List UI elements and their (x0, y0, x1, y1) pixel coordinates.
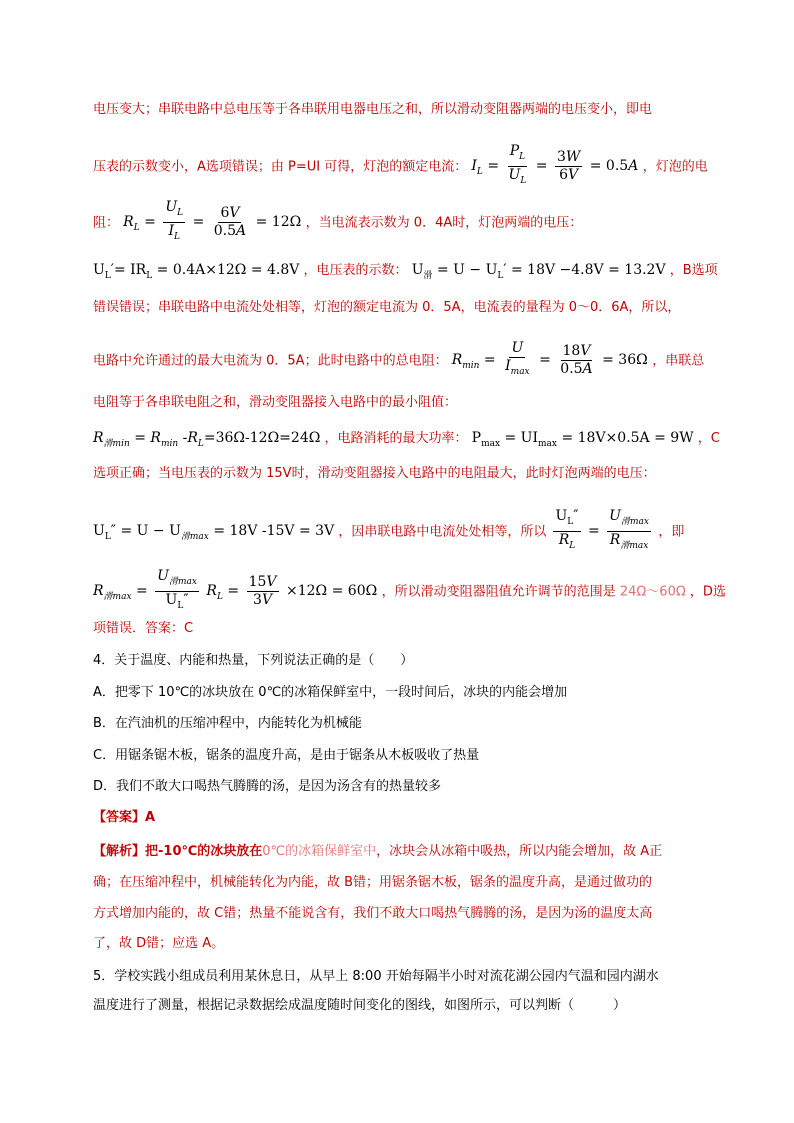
text-line-with-formula (93, 143, 708, 190)
text-segment: ，因串联电路中电流处处相等，所以 (338, 524, 547, 540)
formula-min-rheostat: $R_{滑min} = R_{min}$ $-R_L=36\Omega-12\Omega=24\Omega$ (93, 430, 321, 449)
text-segment: ，D选 (689, 584, 726, 600)
text-segment: ，B选项 (669, 263, 718, 278)
formula-lamp-voltage: $U_L'= IR_L = 0.4A\times 12\Omega = 4.8V$ (93, 262, 300, 281)
formula-resistance: $R_L$ = $\frac{U_L}{I_L}$ = $\frac{6V}{0.5A}$ = 12Ω (123, 199, 302, 242)
text-line-with-formula (93, 508, 684, 555)
text-line-with-formula (93, 340, 704, 381)
text-line-with-formula (93, 199, 582, 246)
option-a: A．把零下 10℃的冰块放在 0℃的冰箱保鲜室中，一段时间后，冰块的内能会增加 (93, 685, 568, 700)
analysis-line (93, 842, 662, 862)
text-segment: 压表的示数变小，A选项错误；由 P=UI 可得，灯泡的额定电流： (93, 159, 468, 175)
analysis-line: 了，故 D错；应选 A。 (93, 936, 225, 951)
formula-lamp-voltage-2: $U_L'' = U - U_{滑max} = 18V$ -15V = 3V (93, 523, 335, 543)
text-segment: ，所以滑动变阻器阻值允许调节的范围是 (381, 584, 616, 600)
text-line-with-formula (93, 428, 720, 454)
question-stem: 温度进行了测量，根据记录数据绘成温度随时间变化的图线，如图所示，可以判断（ ） (93, 998, 627, 1013)
analysis-highlight: 0℃的冰箱保鲜室中 (262, 844, 377, 859)
highlight-range: 24Ω～60Ω (619, 584, 686, 600)
formula-max-rheostat: $R_{滑max}$ = $\frac{U_{滑max}}{U_L''}$ $R_L$ = $\frac{15V}{3V}$ ×12Ω = 60Ω (93, 568, 378, 611)
text-segment: 阻： (93, 215, 120, 231)
answer-label: 【答案】A (93, 810, 156, 825)
text-line: 电阻等于各串联电阻之和，滑动变阻器接入电路中的最小阻值： (93, 395, 458, 410)
text-segment: ，串联总 (652, 353, 705, 369)
formula-rated-current: $I_L$ = $\frac{P_L}{U_L}$ = $\frac{3W}{6V}$ = 0.5A (471, 143, 643, 186)
formula-ratio: $\frac{U_L''}{R_L}$ = $\frac{U_{滑max}}{R_{滑max}}$ (555, 508, 649, 551)
text-line-with-formula (93, 260, 718, 286)
formula-total-resistance: $R_{min}$ = $\frac{U}{I_{max}}$ = $\frac{18V}{0.5A}$ = 36Ω (451, 340, 648, 377)
formula-voltmeter: $U_滑 = U - U_L' = 18V -4.8V = 13.2V$ (411, 262, 666, 281)
formula-max-power: $P_{max} = UI_{max} = 18V\times 0.5A = 9W$ (471, 430, 694, 449)
analysis-text: ，冰块会从冰箱中吸热，所以内能会增加，故 A正 (376, 844, 663, 859)
text-segment: ，C (697, 431, 720, 446)
text-line: 选项正确；当电压表的示数为 15V时，滑动变阻器接入电路中的电阻最大，此时灯泡两端的电压： (93, 466, 656, 481)
text-line: 项错误．答案：C (93, 621, 194, 636)
analysis-line: 方式增加内能的，故 C错；热量不能说含有，我们不敢大口喝热气腾腾的汤，是因为汤的温度太高 (93, 906, 653, 921)
analysis-text: 【解析】把-10℃的冰块放在 (93, 844, 263, 859)
text-segment: ，电压表的示数： (303, 263, 408, 278)
text-line-with-formula (93, 568, 726, 615)
analysis-line: 确；在压缩冲程中，机械能转化为内能，故 B错；用锯条锯木板，锯条的温度升高，是通过做功的 (93, 875, 653, 890)
text-segment: ，当电流表示数为 0．4A时，灯泡两端的电压： (305, 215, 583, 231)
text-line: 错误错误；串联电路中电流处处相等，灯泡的额定电流为 0．5A，电流表的量程为 0～0．6A，所以， (93, 300, 681, 315)
text-segment: ，即 (658, 524, 685, 540)
text-segment: ，灯泡的电 (642, 159, 708, 175)
text-segment: ，电路消耗的最大功率： (324, 431, 468, 446)
option-d: D．我们不敢大口喝热气腾腾的汤，是因为汤含有的热量较多 (93, 779, 442, 794)
question-stem: 4．关于温度、内能和热量，下列说法正确的是（ ） (93, 653, 414, 668)
text-line: 电压变大；串联电路中总电压等于各串联用电器电压之和，所以滑动变阻器两端的电压变小，即电 (93, 102, 653, 117)
option-c: C．用锯条锯木板，锯条的温度升高，是由于锯条从木板吸收了热量 (93, 748, 480, 763)
option-b: B．在汽油机的压缩冲程中，内能转化为机械能 (93, 716, 362, 731)
text-segment: 电路中允许通过的最大电流为 0．5A；此时电路中的总电阻： (93, 353, 448, 369)
question-stem: 5．学校实践小组成员利用某休息日，从早上 8:00 开始每隔半小时对流花湖公园内气温和园内湖水 (93, 969, 659, 984)
